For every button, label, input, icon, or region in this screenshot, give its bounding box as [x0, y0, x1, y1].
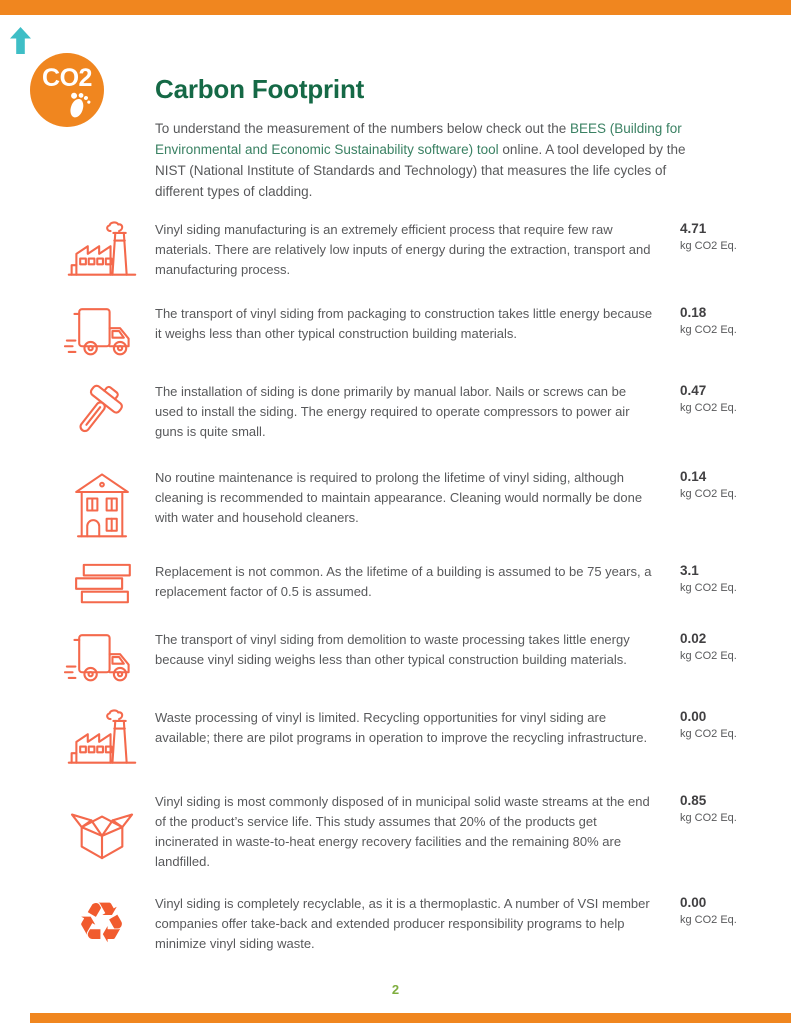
co2-value: 0.02 [680, 631, 707, 646]
intro-text-post: online. A tool developed by the NIST (National Institute of Standards and Technology) that measures the life cycles of different types of cladding. [155, 142, 686, 199]
co2-unit: kg CO2 Eq. [680, 582, 737, 595]
co2-value: 3.1 [680, 563, 699, 578]
truck-icon [48, 630, 155, 686]
row-value-cell [680, 468, 780, 540]
row-value-cell [680, 220, 780, 282]
row-description: No routine maintenance is required to prolong the lifetime of vinyl siding, although cleaning is recommended to maintain appearance. Cleaning would normally be done with water and household cleaners. [155, 470, 643, 525]
row-value-cell [680, 708, 780, 770]
row-disposal [0, 792, 791, 872]
co2-footprint-badge [30, 53, 104, 127]
page-number: 2 [391, 982, 400, 997]
house-icon [48, 468, 155, 540]
row-description: The transport of vinyl siding from demolition to waste processing takes little energy because vinyl siding weighs less than other typical construction building materials. [155, 632, 630, 667]
co2-value: 0.18 [680, 305, 707, 320]
footprint-icon [67, 90, 93, 120]
row-value-cell [680, 304, 780, 360]
row-installation [0, 382, 791, 446]
row-transport-waste [0, 630, 791, 686]
lifecycle-rows [0, 220, 791, 954]
row-description: Vinyl siding manufacturing is an extremely efficient process that require few raw materials. There are relatively low inputs of energy during the extraction, transport and manufacturing process. [155, 222, 651, 277]
co2-value: 0.00 [680, 895, 707, 910]
row-description: Replacement is not common. As the lifetime of a building is assumed to be 75 years, a replacement factor of 0.5 is assumed. [155, 564, 652, 599]
open-box-icon [48, 792, 155, 872]
co2-unit: kg CO2 Eq. [680, 488, 737, 501]
co2-unit: kg CO2 Eq. [680, 914, 737, 927]
page-title: Carbon Footprint [155, 74, 365, 104]
intro-paragraph [155, 118, 713, 202]
co2-unit: kg CO2 Eq. [680, 402, 737, 415]
co2-value: 0.47 [680, 383, 707, 398]
row-value-cell [680, 894, 780, 954]
co2-unit: kg CO2 Eq. [680, 812, 737, 825]
row-manufacturing [0, 220, 791, 282]
co2-unit: kg CO2 Eq. [680, 324, 737, 337]
hammer-icon [48, 382, 155, 446]
row-value-cell [680, 382, 780, 446]
row-description: Waste processing of vinyl is limited. Recycling opportunities for vinyl siding are available; there are pilot programs in operation to improve the recycling infrastructure. [155, 710, 648, 745]
page-footer [0, 981, 791, 999]
row-description: The installation of siding is done primarily by manual labor. Nails or screws can be used to install the siding. The energy required to operate compressors to power air guns is quite small. [155, 384, 630, 439]
co2-unit: kg CO2 Eq. [680, 728, 737, 741]
co2-unit: kg CO2 Eq. [680, 650, 737, 663]
row-description: Vinyl siding is completely recyclable, as it is a thermoplastic. A number of VSI member companies offer take-back and extended producer responsibility programs to help minimize vinyl siding waste. [155, 896, 650, 951]
row-description: Vinyl siding is most commonly disposed of in municipal solid waste streams at the end of the product’s service life. This study assumes that 20% of the products get incinerated in waste-to-heat energy recovery facilities and the remaining 80% are landfilled. [155, 794, 650, 869]
factory-icon [48, 220, 155, 282]
row-recycling [0, 891, 791, 956]
co2-value: 4.71 [680, 221, 707, 236]
recycle-icon: ♻ [76, 891, 127, 956]
co2-unit: kg CO2 Eq. [680, 240, 737, 253]
row-maintenance [0, 468, 791, 540]
co2-value: 0.14 [680, 469, 707, 484]
row-value-cell [680, 630, 780, 686]
row-transport-construction [0, 304, 791, 360]
co2-badge-label: CO2 [42, 64, 92, 92]
row-replacement [0, 562, 791, 608]
bees-tool-link[interactable]: BEES (Building for Environmental and Economic Sustainability software) tool [155, 121, 682, 157]
siding-stack-icon [48, 562, 155, 608]
factory-icon [48, 708, 155, 770]
row-waste-processing [0, 708, 791, 770]
truck-icon [48, 304, 155, 360]
row-value-cell [680, 792, 780, 872]
row-description: The transport of vinyl siding from packaging to construction takes little energy because it weighs less than other typical construction building materials. [155, 306, 653, 341]
top-accent-bar [0, 0, 791, 15]
intro-text-pre: To understand the measurement of the numbers below check out the [155, 121, 570, 136]
up-arrow-icon [10, 27, 31, 54]
co2-value: 0.85 [680, 793, 707, 808]
co2-value: 0.00 [680, 709, 707, 724]
bottom-accent-bar [30, 1013, 791, 1023]
row-value-cell [680, 562, 780, 608]
